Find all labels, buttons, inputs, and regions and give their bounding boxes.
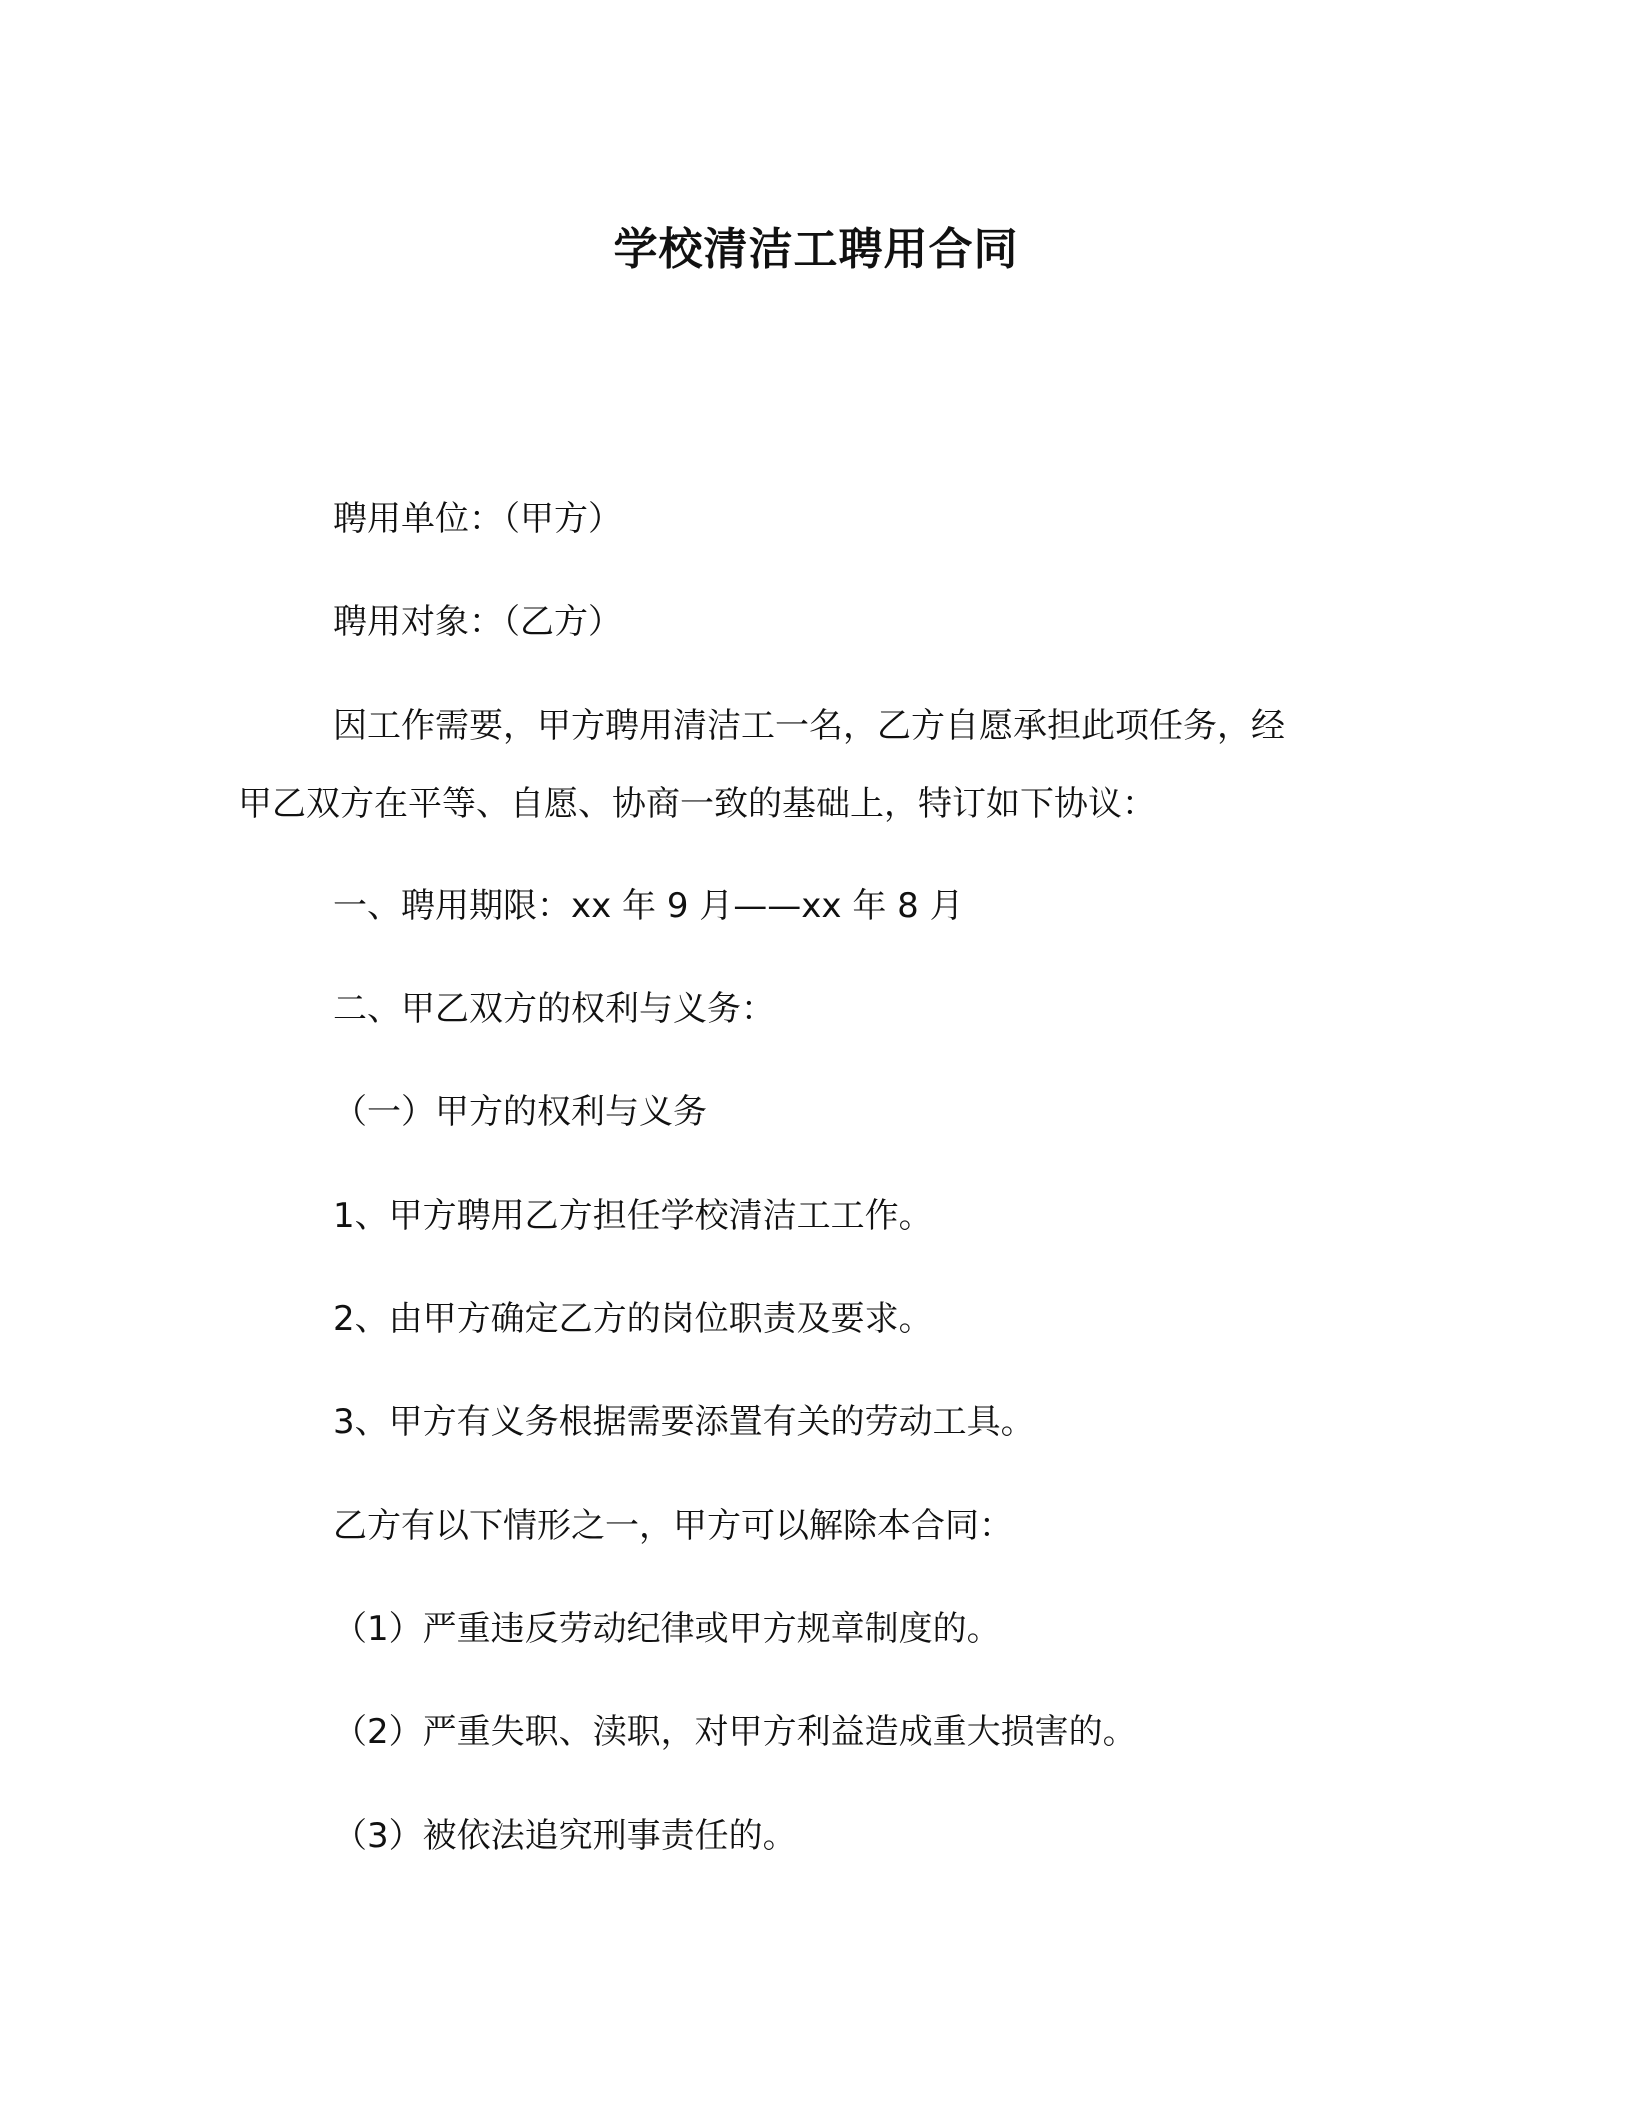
section-term: 一、聘用期限：xx 年 9 月——xx 年 8 月 (333, 886, 964, 926)
intro-line-2: 甲乙双方在平等、自愿、协商一致的基础上，特订如下协议： (238, 784, 1156, 824)
subsection-party-a: （一）甲方的权利与义务 (333, 1092, 707, 1132)
list-item: 2、由甲方确定乙方的岗位职责及要求。 (333, 1299, 933, 1339)
list-item: （2）严重失职、渎职，对甲方利益造成重大损害的。 (333, 1712, 1137, 1752)
employee-line: 聘用对象：（乙方） (333, 602, 622, 642)
intro-line-1: 因工作需要，甲方聘用清洁工一名，乙方自愿承担此项任务，经 (333, 706, 1285, 746)
employer-line: 聘用单位：（甲方） (333, 499, 622, 539)
termination-intro: 乙方有以下情形之一，甲方可以解除本合同： (333, 1506, 1013, 1546)
list-item: 1、甲方聘用乙方担任学校清洁工工作。 (333, 1196, 933, 1236)
list-item: 3、甲方有义务根据需要添置有关的劳动工具。 (333, 1402, 1035, 1442)
document-title: 学校清洁工聘用合同 (613, 224, 1019, 275)
section-rights: 二、甲乙双方的权利与义务： (333, 989, 775, 1029)
list-item: （1）严重违反劳动纪律或甲方规章制度的。 (333, 1609, 1001, 1649)
list-item: （3）被依法追究刑事责任的。 (333, 1816, 797, 1856)
